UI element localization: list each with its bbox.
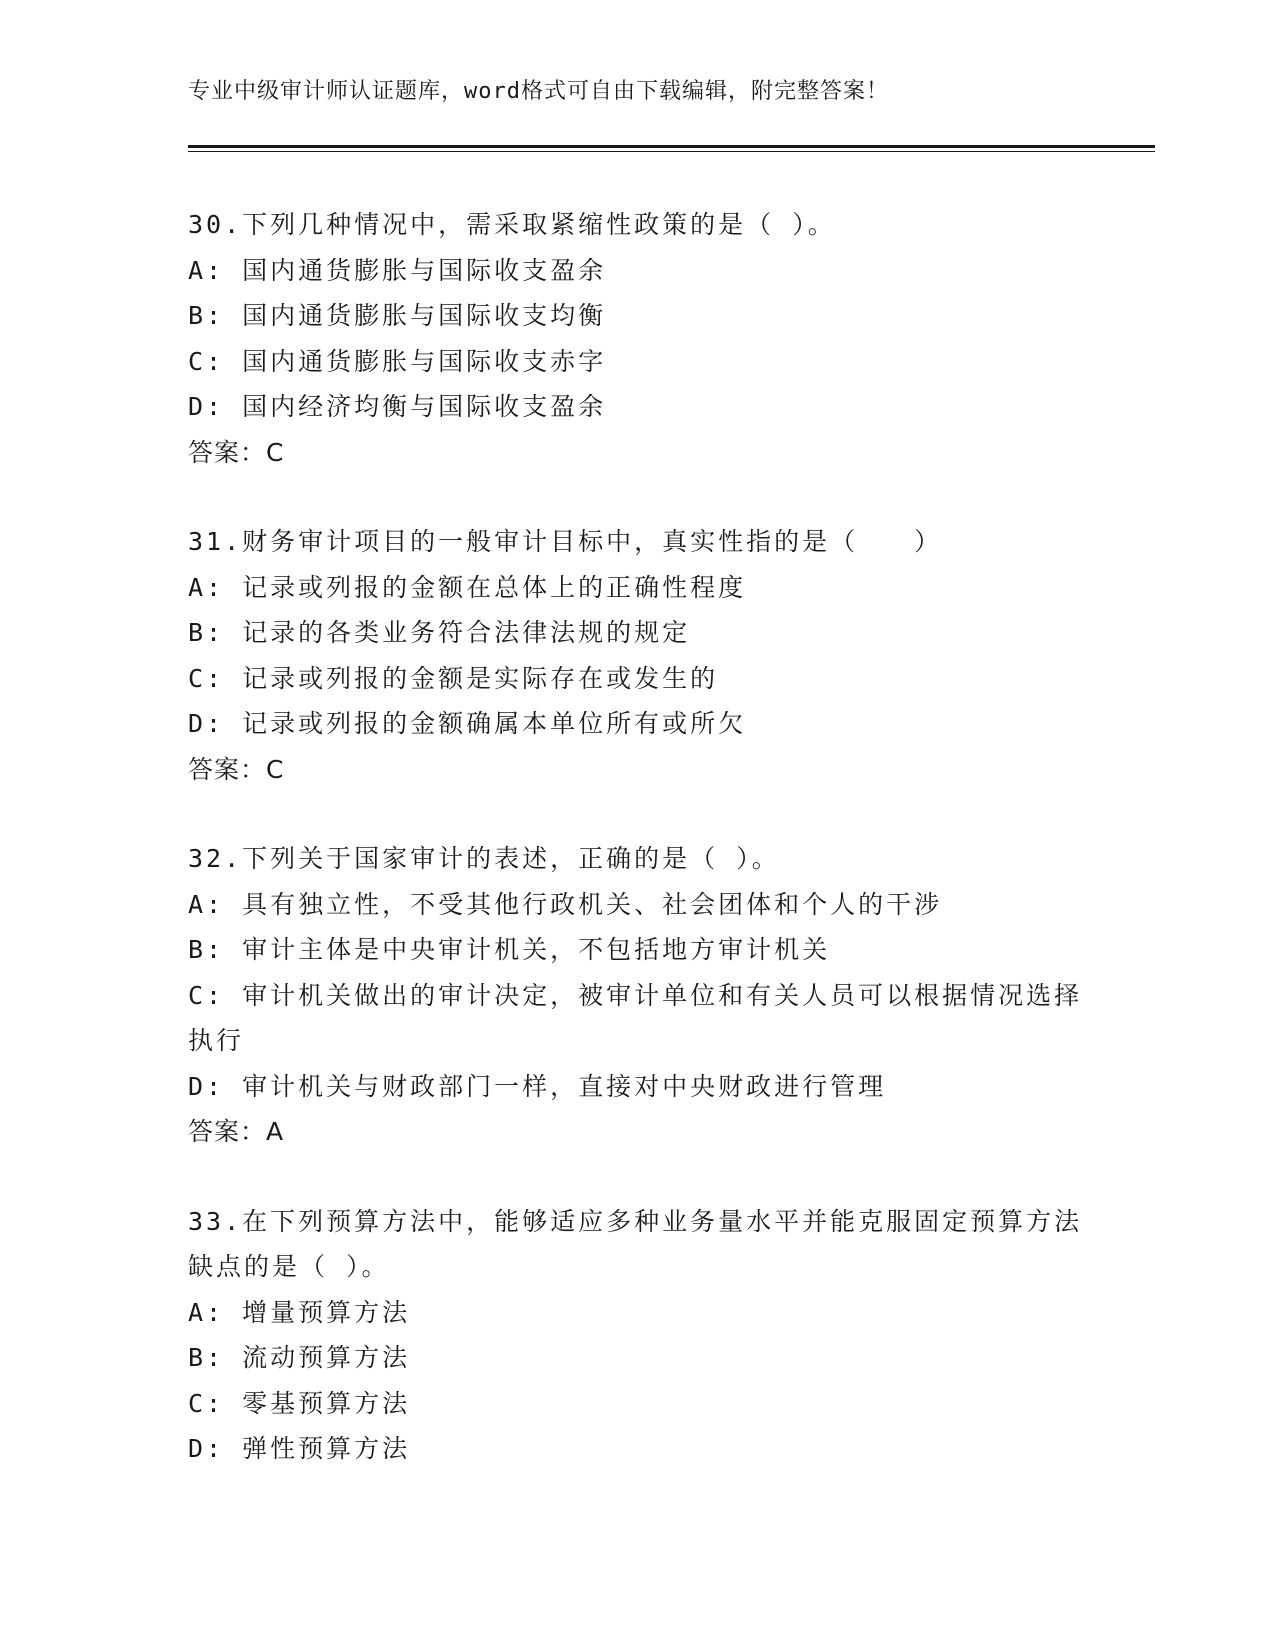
document-header: 专业中级审计师认证题库，word格式可自由下载编辑，附完整答案！ [188, 79, 889, 104]
answer-value: A [266, 1117, 285, 1146]
option-letter: D: [188, 392, 225, 421]
option-letter: D: [188, 1071, 225, 1101]
option-c [188, 1381, 1088, 1427]
option-text: 国内通货膨胀与国际收支均衡 [224, 301, 607, 330]
option-a [188, 565, 1088, 611]
option-b [188, 1335, 1088, 1381]
option-text: 流动预算方法 [224, 1343, 411, 1372]
answer-value: C [266, 437, 285, 467]
option-text: 记录或列报的金额是实际存在或发生的 [224, 663, 719, 693]
option-letter: A: [188, 255, 225, 285]
option-letter: B: [188, 1343, 225, 1372]
option-b [188, 293, 1088, 339]
header-rule-thin [188, 151, 1155, 152]
option-b [188, 610, 1088, 656]
option-d [188, 701, 1088, 747]
answer-line [188, 747, 1088, 793]
option-a [188, 1290, 1088, 1336]
option-d [188, 1426, 1088, 1472]
option-text: 零基预算方法 [224, 1388, 411, 1418]
question-list [188, 202, 1088, 1516]
answer-line [188, 1109, 1088, 1155]
answer-label: 答案： [188, 754, 267, 784]
option-letter: B: [188, 935, 225, 964]
option-letter: B: [188, 618, 225, 647]
option-text: 审计机关与财政部门一样，直接对中央财政进行管理 [224, 1071, 887, 1101]
option-c [188, 339, 1088, 385]
question-stem: 33.在下列预算方法中，能够适应多种业务量水平并能克服固定预算方法缺点的是（ ）。 [188, 1206, 1083, 1281]
option-d [188, 384, 1088, 430]
question-32 [188, 836, 1088, 1155]
option-text: 记录或列报的金额确属本单位所有或所欠 [224, 709, 747, 738]
header-rule-thick [188, 145, 1155, 148]
question-31 [188, 519, 1088, 792]
option-text: 国内通货膨胀与国际收支赤字 [224, 346, 607, 376]
option-text: 审计主体是中央审计机关，不包括地方审计机关 [224, 935, 831, 964]
option-letter: C: [188, 663, 225, 693]
question-stem: 32.下列关于国家审计的表述，正确的是（ ）。 [188, 844, 780, 873]
question-stem: 30.下列几种情况中，需采取紧缩性政策的是（ ）。 [188, 210, 836, 239]
question-33 [188, 1199, 1088, 1472]
option-text: 国内经济均衡与国际收支盈余 [224, 392, 607, 421]
option-a [188, 882, 1088, 928]
option-letter: A: [188, 889, 225, 919]
question-30 [188, 202, 1088, 475]
option-letter: C: [188, 980, 225, 1010]
option-letter: C: [188, 346, 225, 376]
option-text: 审计机关做出的审计决定，被审计单位和有关人员可以根据情况选择执行 [188, 980, 1083, 1055]
option-letter: D: [188, 709, 225, 738]
answer-label: 答案： [188, 1117, 267, 1146]
option-text: 记录或列报的金额在总体上的正确性程度 [224, 572, 747, 602]
answer-value: C [266, 754, 285, 784]
option-text: 增量预算方法 [224, 1297, 411, 1327]
option-letter: A: [188, 572, 225, 602]
option-d [188, 1064, 1088, 1110]
option-a [188, 248, 1088, 294]
option-b [188, 927, 1088, 973]
answer-line [188, 430, 1088, 476]
option-text: 记录的各类业务符合法律法规的规定 [224, 618, 691, 647]
option-letter: D: [188, 1434, 225, 1463]
option-text: 弹性预算方法 [224, 1434, 411, 1463]
option-c [188, 656, 1088, 702]
option-letter: A: [188, 1297, 225, 1327]
option-text: 国内通货膨胀与国际收支盈余 [224, 255, 607, 285]
option-letter: C: [188, 1388, 225, 1418]
option-text: 具有独立性，不受其他行政机关、社会团体和个人的干涉 [224, 889, 943, 919]
answer-label: 答案： [188, 437, 267, 467]
option-c [188, 973, 1088, 1064]
question-stem: 31.财务审计项目的一般审计目标中，真实性指的是（ ） [188, 527, 943, 556]
option-letter: B: [188, 301, 225, 330]
